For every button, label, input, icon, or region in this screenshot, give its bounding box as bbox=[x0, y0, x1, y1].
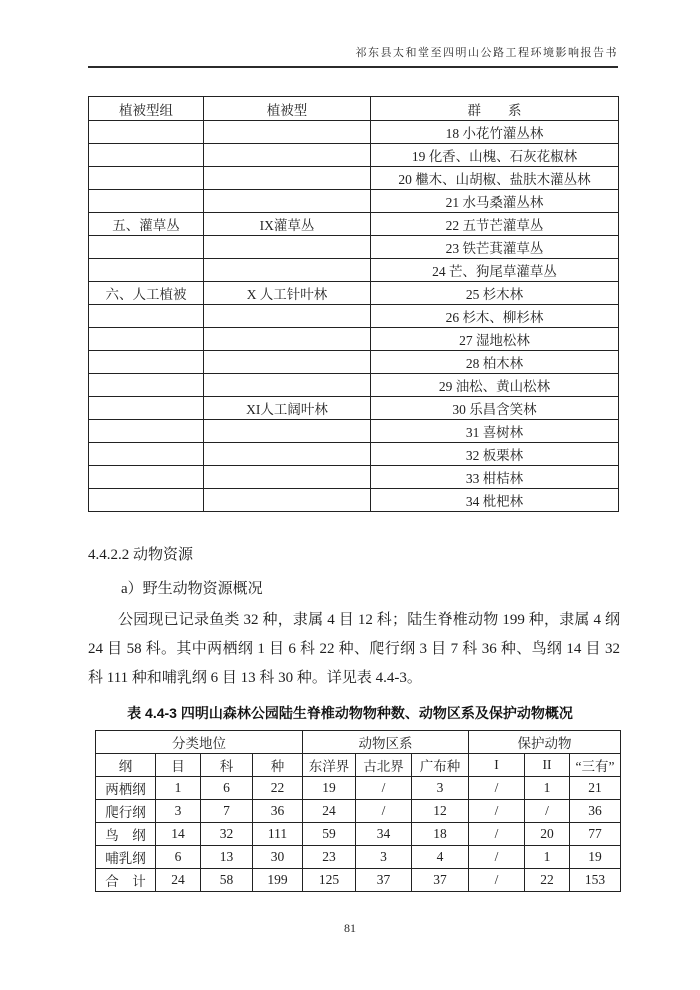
table-cell: 24 bbox=[303, 800, 356, 823]
table-cell bbox=[89, 305, 204, 328]
table-cell: 18 bbox=[412, 823, 469, 846]
table-cell: 153 bbox=[570, 869, 621, 892]
table-cell: 58 bbox=[201, 869, 253, 892]
table-cell: 22 bbox=[525, 869, 570, 892]
table-cell bbox=[89, 259, 204, 282]
column-header: 植被型 bbox=[204, 97, 371, 121]
table-cell bbox=[89, 144, 204, 167]
table-row bbox=[89, 121, 619, 144]
column-header: 科 bbox=[201, 754, 253, 777]
group-header: 分类地位 bbox=[96, 731, 303, 754]
table-cell bbox=[204, 420, 371, 443]
table-cell: / bbox=[469, 869, 525, 892]
table-cell bbox=[204, 190, 371, 213]
table-cell: 19 bbox=[570, 846, 621, 869]
table-row bbox=[89, 328, 619, 351]
column-header: 目 bbox=[156, 754, 201, 777]
table-cell: 20 檵木、山胡椒、盐肤木灌丛林 bbox=[371, 167, 619, 190]
vegetation-table-header-row bbox=[89, 97, 619, 121]
table-cell bbox=[204, 305, 371, 328]
table-cell: 6 bbox=[201, 777, 253, 800]
column-header: 东洋界 bbox=[303, 754, 356, 777]
animal-table-group-row bbox=[96, 731, 621, 754]
table-cell: 30 bbox=[253, 846, 303, 869]
table-cell: 23 bbox=[303, 846, 356, 869]
table-cell: 4 bbox=[412, 846, 469, 869]
table-cell bbox=[89, 121, 204, 144]
table-cell: 两栖纲 bbox=[96, 777, 156, 800]
table-row bbox=[89, 236, 619, 259]
column-header: II bbox=[525, 754, 570, 777]
table-cell: 25 杉木林 bbox=[371, 282, 619, 305]
table-cell: 125 bbox=[303, 869, 356, 892]
table-cell: IX灌草丛 bbox=[204, 213, 371, 236]
table-row bbox=[89, 190, 619, 213]
table-row bbox=[89, 305, 619, 328]
table-row bbox=[89, 466, 619, 489]
animal-table-header-row bbox=[96, 754, 621, 777]
table-row bbox=[89, 282, 619, 305]
table-caption: 表 4.4-3 四明山森林公园陆生脊椎动物物种数、动物区系及保护动物概况 bbox=[127, 705, 573, 721]
table-cell: 37 bbox=[356, 869, 412, 892]
table-row bbox=[89, 213, 619, 236]
table-cell: 28 柏木林 bbox=[371, 351, 619, 374]
table-cell bbox=[89, 167, 204, 190]
table-row bbox=[96, 823, 621, 846]
table-cell bbox=[204, 328, 371, 351]
table-cell: 14 bbox=[156, 823, 201, 846]
table-cell: / bbox=[356, 800, 412, 823]
table-cell: XI人工阔叶林 bbox=[204, 397, 371, 420]
table-cell bbox=[89, 190, 204, 213]
table-cell: 鸟 纲 bbox=[96, 823, 156, 846]
page-number: 81 bbox=[344, 921, 356, 935]
table-cell: 22 bbox=[253, 777, 303, 800]
table-cell bbox=[204, 121, 371, 144]
table-cell: 37 bbox=[412, 869, 469, 892]
table-cell: 31 喜树林 bbox=[371, 420, 619, 443]
table-cell: 12 bbox=[412, 800, 469, 823]
table-row bbox=[89, 374, 619, 397]
section-heading: 4.4.2.2 动物资源 bbox=[88, 547, 194, 563]
table-cell: 27 湿地松林 bbox=[371, 328, 619, 351]
table-cell: 1 bbox=[156, 777, 201, 800]
sub-heading: a）野生动物资源概况 bbox=[121, 581, 263, 597]
column-header: “三有” bbox=[570, 754, 621, 777]
column-header: 群 系 bbox=[371, 97, 619, 121]
table-cell: / bbox=[469, 777, 525, 800]
animal-table bbox=[95, 730, 621, 892]
group-header: 动物区系 bbox=[303, 731, 469, 754]
table-cell: 32 板栗林 bbox=[371, 443, 619, 466]
table-cell: 1 bbox=[525, 846, 570, 869]
table-cell: 34 bbox=[356, 823, 412, 846]
column-header: 纲 bbox=[96, 754, 156, 777]
table-cell: 3 bbox=[156, 800, 201, 823]
column-header: 植被型组 bbox=[89, 97, 204, 121]
table-cell: 111 bbox=[253, 823, 303, 846]
column-header: I bbox=[469, 754, 525, 777]
column-header: 广布种 bbox=[412, 754, 469, 777]
table-cell: 21 bbox=[570, 777, 621, 800]
table-cell bbox=[89, 397, 204, 420]
table-cell: 合 计 bbox=[96, 869, 156, 892]
table-cell bbox=[204, 167, 371, 190]
table-row bbox=[96, 869, 621, 892]
table-cell: 24 bbox=[156, 869, 201, 892]
table-cell: 爬行纲 bbox=[96, 800, 156, 823]
table-cell bbox=[204, 351, 371, 374]
table-cell: 23 铁芒萁灌草丛 bbox=[371, 236, 619, 259]
table-cell: 13 bbox=[201, 846, 253, 869]
table-cell: 30 乐昌含笑林 bbox=[371, 397, 619, 420]
table-row bbox=[89, 167, 619, 190]
table-cell: 199 bbox=[253, 869, 303, 892]
table-cell: 六、人工植被 bbox=[89, 282, 204, 305]
table-cell: 22 五节芒灌草丛 bbox=[371, 213, 619, 236]
table-cell: / bbox=[469, 846, 525, 869]
table-cell: 3 bbox=[356, 846, 412, 869]
table-cell bbox=[89, 374, 204, 397]
table-cell: 7 bbox=[201, 800, 253, 823]
table-cell: 34 枇杷林 bbox=[371, 489, 619, 512]
table-cell: 3 bbox=[412, 777, 469, 800]
table-cell: 19 化香、山槐、石灰花椒林 bbox=[371, 144, 619, 167]
header-title: 祁东县太和堂至四明山公路工程环境影响报告书 bbox=[355, 47, 618, 59]
table-row bbox=[89, 489, 619, 512]
table-cell: 20 bbox=[525, 823, 570, 846]
table-cell: 1 bbox=[525, 777, 570, 800]
table-cell: / bbox=[469, 800, 525, 823]
table-cell: / bbox=[525, 800, 570, 823]
page-header bbox=[88, 44, 618, 68]
table-cell: 五、灌草丛 bbox=[89, 213, 204, 236]
table-cell: / bbox=[356, 777, 412, 800]
table-cell bbox=[204, 144, 371, 167]
table-cell bbox=[89, 236, 204, 259]
table-cell: 36 bbox=[570, 800, 621, 823]
group-header: 保护动物 bbox=[469, 731, 621, 754]
table-cell bbox=[89, 466, 204, 489]
table-cell bbox=[89, 420, 204, 443]
table-cell: 24 芒、狗尾草灌草丛 bbox=[371, 259, 619, 282]
table-row bbox=[96, 846, 621, 869]
table-cell bbox=[89, 443, 204, 466]
table-cell bbox=[89, 351, 204, 374]
table-cell: 21 水马桑灌丛林 bbox=[371, 190, 619, 213]
table-cell: 26 杉木、柳杉林 bbox=[371, 305, 619, 328]
table-cell bbox=[89, 328, 204, 351]
vegetation-table bbox=[88, 96, 619, 512]
table-cell: 19 bbox=[303, 777, 356, 800]
table-cell bbox=[204, 374, 371, 397]
table-cell: X 人工针叶林 bbox=[204, 282, 371, 305]
table-cell bbox=[204, 236, 371, 259]
table-cell bbox=[204, 259, 371, 282]
table-cell: 59 bbox=[303, 823, 356, 846]
table-cell: 6 bbox=[156, 846, 201, 869]
vegetation-table-body bbox=[89, 121, 619, 512]
table-row bbox=[89, 144, 619, 167]
table-cell: 32 bbox=[201, 823, 253, 846]
table-cell: 77 bbox=[570, 823, 621, 846]
column-header: 古北界 bbox=[356, 754, 412, 777]
table-cell bbox=[204, 443, 371, 466]
table-row bbox=[89, 259, 619, 282]
table-row bbox=[96, 800, 621, 823]
column-header: 种 bbox=[253, 754, 303, 777]
table-row bbox=[89, 397, 619, 420]
animal-table-body bbox=[96, 777, 621, 892]
table-cell bbox=[89, 489, 204, 512]
table-row bbox=[89, 351, 619, 374]
table-cell: 33 柑桔林 bbox=[371, 466, 619, 489]
table-cell: 18 小花竹灌丛林 bbox=[371, 121, 619, 144]
table-row bbox=[89, 443, 619, 466]
table-cell: 29 油松、黄山松林 bbox=[371, 374, 619, 397]
table-cell: / bbox=[469, 823, 525, 846]
body-paragraph: 公园现已记录鱼类 32 种，隶属 4 目 12 科；陆生脊椎动物 199 种，隶属 4 纲 24 目 58 科。其中两栖纲 1 目 6 科 22 种、爬行纲 3 目 7 科 36 种、鸟纲 14 目 32 科 111 种和哺乳纲 6 目 13 科 30 种。详见表 4.4-3。 bbox=[88, 612, 620, 686]
table-row bbox=[89, 420, 619, 443]
table-cell: 36 bbox=[253, 800, 303, 823]
table-row bbox=[96, 777, 621, 800]
table-cell bbox=[204, 489, 371, 512]
table-cell bbox=[204, 466, 371, 489]
table-cell: 哺乳纲 bbox=[96, 846, 156, 869]
